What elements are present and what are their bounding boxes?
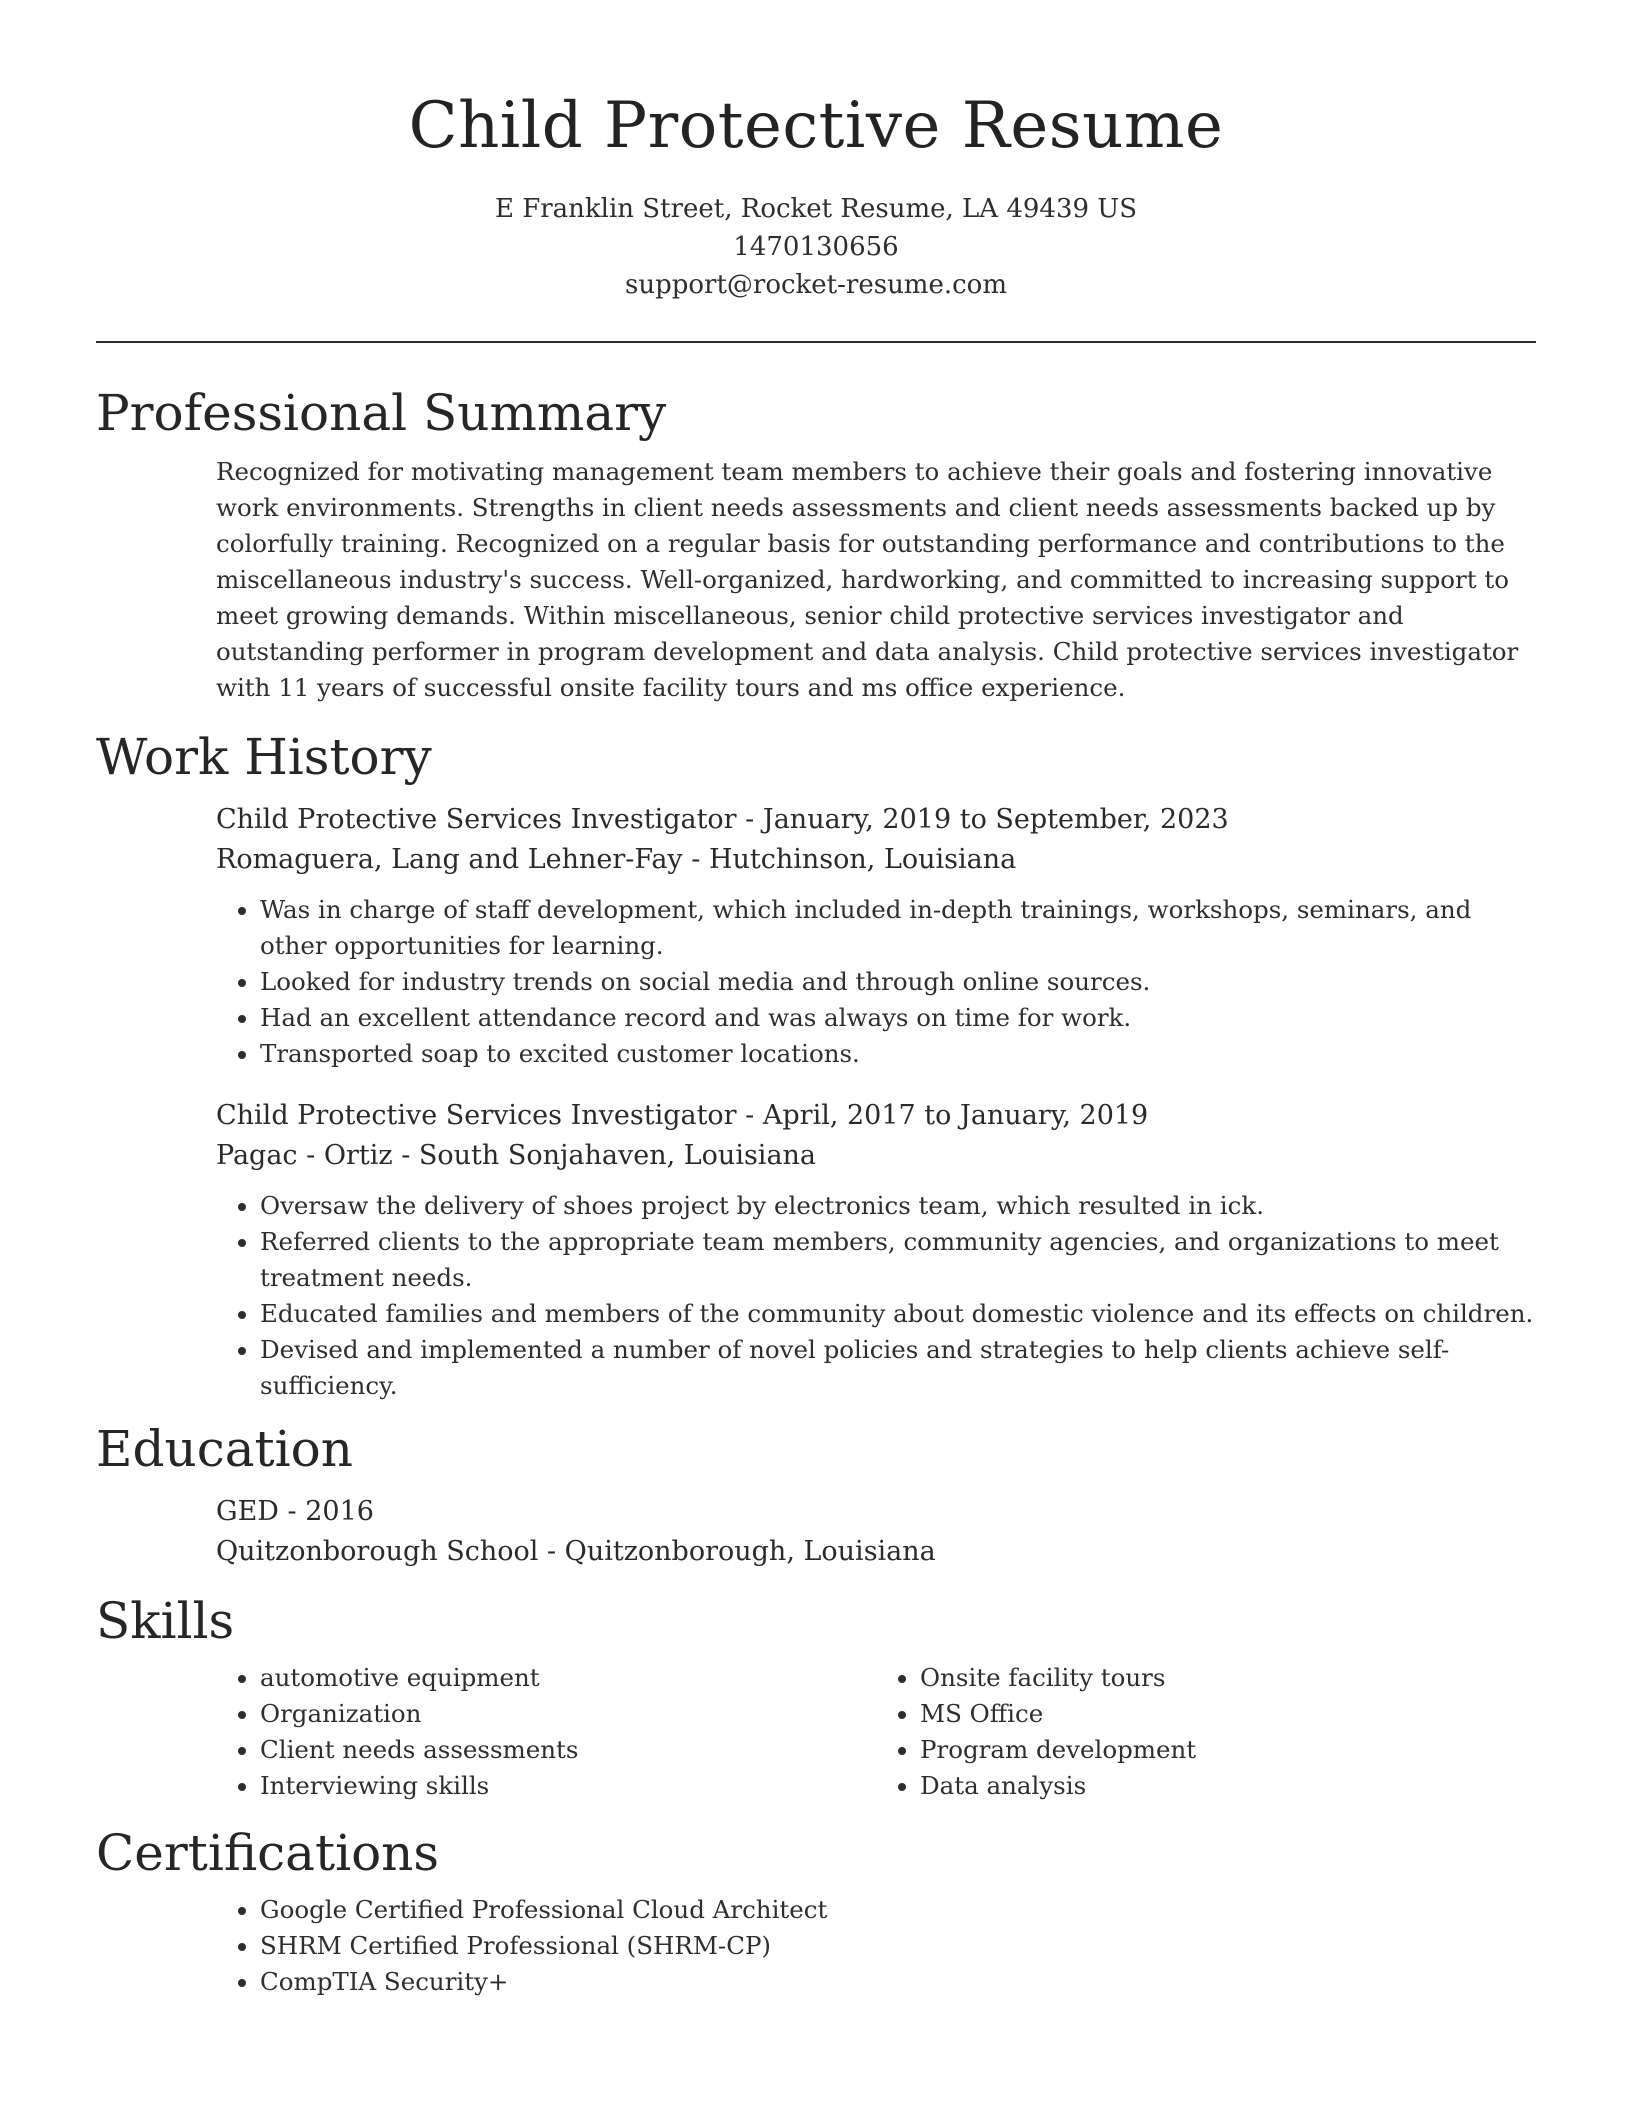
summary-title: Professional Summary [96, 384, 667, 442]
phone: 1470130656 [733, 232, 899, 262]
skills-list-left [216, 1660, 876, 1804]
list-item: • Educated families and members of the community about domestic violence and its effects on children. [260, 1296, 1536, 1332]
summary-text: Recognized for motivating management team members to achieve their goals and fostering innovative work environments. Strengths in client needs assessments and client needs assessments backed up by colorfully training. Recognized on a regular basis for outstanding performance and contributions to the miscellaneous industry's success. Well-organized, hardworking, and committed to increasing support to meet growing demands. Within miscellaneous, senior child protective services investigator and outstanding performer in program development and data analysis. Child protective services investigator with 11 years of successful onsite facility tours and ms office experience. [216, 457, 1519, 702]
contact-info [0, 190, 1632, 304]
job-role: Child Protective Services Investigator [216, 1100, 737, 1131]
skills-section [96, 1588, 1536, 1804]
skills-columns [216, 1660, 1536, 1804]
list-item: • Referred clients to the appropriate team members, community agencies, and organizations to meet treatment needs. [260, 1224, 1536, 1296]
resume-name: Child Protective Resume [408, 89, 1224, 163]
job-bullets [216, 892, 1536, 1072]
job-title-line [216, 800, 1536, 840]
job-entry [216, 800, 1536, 1072]
work-history-title: Work History [96, 728, 432, 786]
certifications-title: Certifications [96, 1824, 440, 1882]
job-bullets [216, 1188, 1536, 1404]
job-dates: - April, 2017 to January, 2019 [736, 1100, 1149, 1131]
list-item: • Was in charge of staff development, which included in-depth trainings, workshops, seminars, and other opportunities for learning. [260, 892, 1536, 964]
skills-list-right [876, 1660, 1536, 1804]
list-item: • Devised and implemented a number of novel policies and strategies to help clients achieve self-sufficiency. [260, 1332, 1536, 1404]
list-item: • Data analysis [920, 1768, 1536, 1804]
skills-title: Skills [96, 1592, 235, 1650]
list-item: • Looked for industry trends on social media and through online sources. [260, 964, 1536, 1000]
education-year: - 2016 [278, 1496, 374, 1527]
list-item: • MS Office [920, 1696, 1536, 1732]
list-item: • Organization [260, 1696, 876, 1732]
list-item: • Transported soap to excited customer locations. [260, 1036, 1536, 1072]
list-item: • Google Certified Professional Cloud Architect [260, 1892, 1536, 1928]
resume-header [0, 0, 1632, 304]
job-location: - South Sonjahaven, Louisiana [392, 1140, 817, 1171]
certifications-list [216, 1892, 1536, 2000]
summary-section [96, 380, 1536, 706]
education-location: - Quitzonborough, Louisiana [538, 1536, 936, 1567]
job-company-line [216, 840, 1536, 880]
list-item: • automotive equipment [260, 1660, 876, 1696]
list-item: • SHRM Certified Professional (SHRM-CP) [260, 1928, 1536, 1964]
list-item: • Had an excellent attendance record and was always on time for work. [260, 1000, 1536, 1036]
job-dates: - January, 2019 to September, 2023 [736, 804, 1229, 835]
email: support@rocket-resume.com [624, 270, 1007, 300]
education-school: Quitzonborough School [216, 1536, 539, 1567]
job-company: Romaguera, Lang and Lehner-Fay [216, 844, 683, 875]
education-section [96, 1416, 1536, 1572]
education-title: Education [96, 1420, 353, 1478]
work-history-section [96, 724, 1536, 1416]
job-role: Child Protective Services Investigator [216, 804, 737, 835]
list-item: • Program development [920, 1732, 1536, 1768]
job-title-line [216, 1096, 1536, 1136]
job-company: Pagac - Ortiz [216, 1140, 393, 1171]
education-school-line [216, 1532, 1536, 1572]
education-degree-line [216, 1492, 1536, 1532]
list-item: • Client needs assessments [260, 1732, 876, 1768]
job-location: - Hutchinson, Louisiana [682, 844, 1017, 875]
certifications-section [96, 1820, 1536, 2000]
address: E Franklin Street, Rocket Resume, LA 49439 US [494, 194, 1138, 224]
job-company-line [216, 1136, 1536, 1176]
list-item: • Interviewing skills [260, 1768, 876, 1804]
education-degree: GED [216, 1496, 279, 1527]
header-divider [96, 341, 1536, 343]
job-entry [216, 1096, 1536, 1404]
list-item: • Onsite facility tours [920, 1660, 1536, 1696]
list-item: • CompTIA Security+ [260, 1964, 1536, 2000]
list-item: • Oversaw the delivery of shoes project by electronics team, which resulted in ick. [260, 1188, 1536, 1224]
resume-content [96, 380, 1536, 2000]
